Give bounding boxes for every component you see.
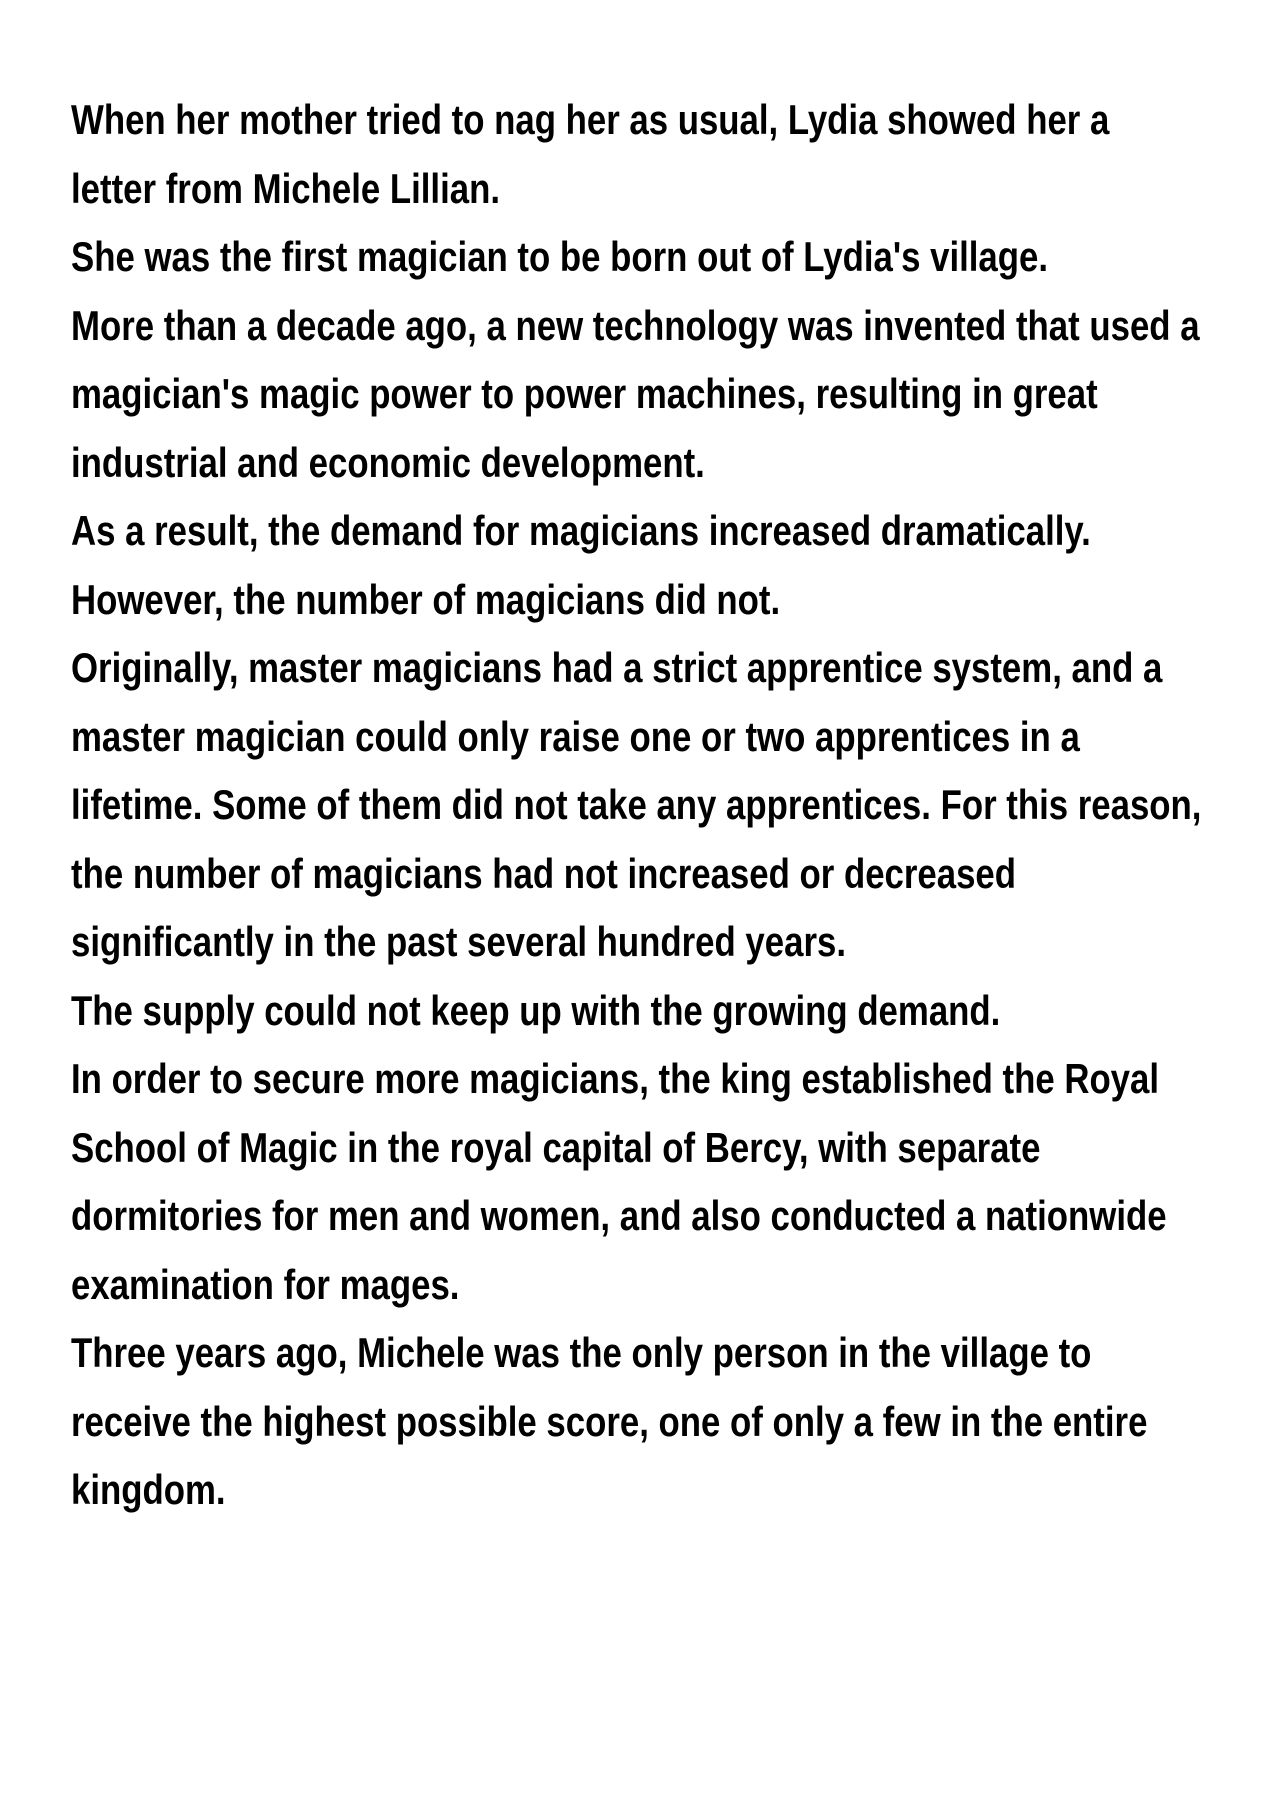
text-line-7: As a result, the demand for magicians increased dramatically.	[71, 507, 1091, 554]
text-line-5: magician's magic power to power machines, resulting in great	[71, 370, 1098, 417]
text-line-11: lifetime. Some of them did not take any apprentices. For this reason,	[71, 781, 1202, 828]
text-line-21: kingdom.	[71, 1466, 226, 1513]
text-line-3: She was the first magician to be born out of Lydia's village.	[71, 233, 1049, 280]
text-line-15: In order to secure more magicians, the king established the Royal	[71, 1055, 1160, 1102]
story-text-block	[71, 86, 1201, 1525]
text-line-16: School of Magic in the royal capital of Bercy, with separate	[71, 1123, 1041, 1171]
text-line-14: The supply could not keep up with the growing demand.	[71, 986, 1001, 1034]
text-line-6: industrial and economic development.	[71, 438, 705, 486]
text-line-2: letter from Michele Lillian.	[71, 164, 500, 212]
text-line-18: examination for mages.	[71, 1260, 460, 1308]
text-line-4: More than a decade ago, a new technology was invented that used a	[71, 301, 1200, 349]
text-line-13: significantly in the past several hundred years.	[71, 918, 846, 965]
text-line-12: the number of magicians had not increased or decreased	[71, 849, 1017, 897]
text-line-20: receive the highest possible score, one of only a few in the entire	[71, 1397, 1148, 1445]
text-line-8: However, the number of magicians did not.	[71, 575, 781, 623]
text-line-19: Three years ago, Michele was the only person in the village to	[71, 1329, 1092, 1376]
text-line-9: Originally, master magicians had a strict apprentice system, and a	[71, 644, 1163, 691]
text-line-17: dormitories for men and women, and also conducted a nationwide	[71, 1192, 1167, 1239]
text-line-10: master magician could only raise one or two apprentices in a	[71, 712, 1080, 760]
text-line-1: When her mother tried to nag her as usual, Lydia showed her a	[71, 96, 1110, 143]
